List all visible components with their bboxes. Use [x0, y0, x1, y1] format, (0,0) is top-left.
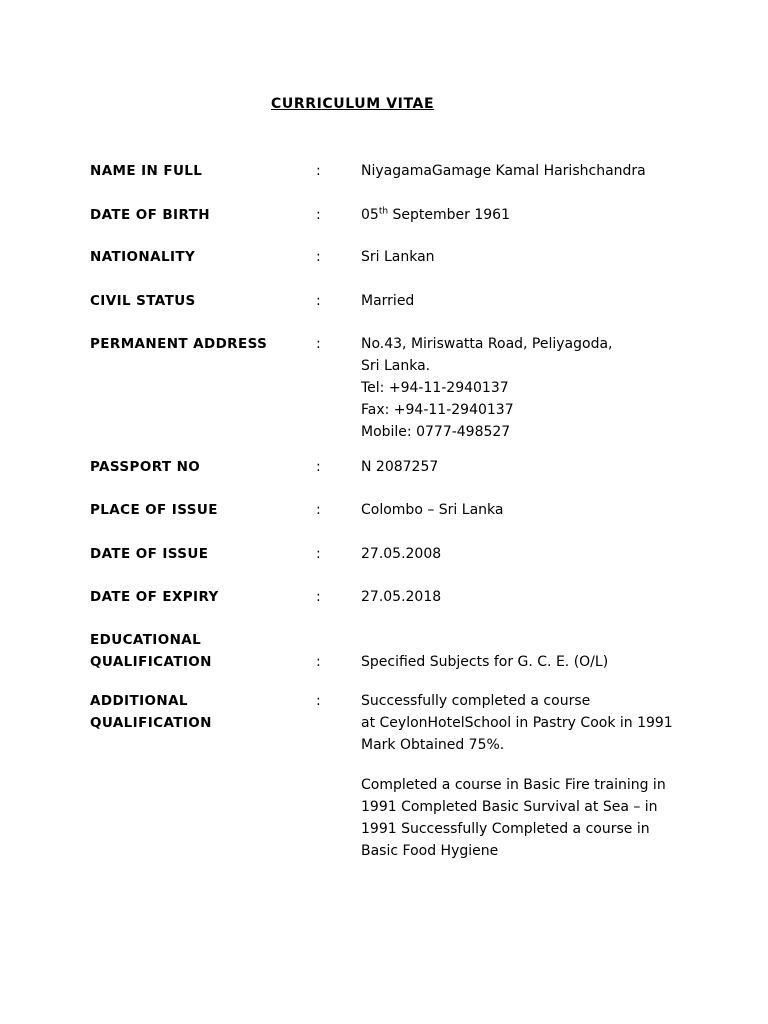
- address-line: Sri Lanka.: [361, 358, 431, 374]
- value-name: NiyagamaGamage Kamal Harishchandra: [361, 163, 646, 179]
- row-dob: [0, 204, 768, 223]
- value-date-of-expiry: 27.05.2018: [361, 589, 442, 605]
- value-passport: N 2087257: [361, 459, 439, 475]
- address-mobile: Mobile: 0777-498527: [361, 424, 511, 440]
- separator: :: [316, 693, 321, 709]
- label-name: NAME IN FULL: [90, 163, 203, 179]
- value-additional: [361, 690, 673, 862]
- additional-line: Basic Food Hygiene: [361, 843, 499, 859]
- additional-line: Completed a course in Basic Fire training in: [361, 777, 666, 793]
- separator: :: [316, 336, 321, 352]
- value-address: [361, 333, 613, 443]
- value-civil-status: Married: [361, 293, 415, 309]
- label-date-of-expiry: DATE OF EXPIRY: [90, 589, 219, 605]
- row-passport: [0, 456, 768, 475]
- row-education: [0, 629, 768, 670]
- label-line: EDUCATIONAL: [90, 632, 202, 648]
- separator: :: [316, 293, 321, 309]
- address-line: No.43, Miriswatta Road, Peliyagoda,: [361, 336, 613, 352]
- additional-line: Mark Obtained 75%.: [361, 737, 505, 753]
- label-dob: DATE OF BIRTH: [90, 207, 210, 223]
- additional-line: 1991 Completed Basic Survival at Sea – in: [361, 799, 658, 815]
- separator: :: [316, 502, 321, 518]
- dob-day: 05: [361, 207, 379, 223]
- additional-line: 1991 Successfully Completed a course in: [361, 821, 650, 837]
- label-passport: PASSPORT NO: [90, 459, 201, 475]
- separator: :: [316, 546, 321, 562]
- label-line: QUALIFICATION: [90, 654, 212, 670]
- separator: :: [316, 249, 321, 265]
- row-date-of-issue: [0, 543, 768, 562]
- row-place-of-issue: [0, 499, 768, 518]
- row-nationality: [0, 246, 768, 265]
- row-civil-status: [0, 290, 768, 309]
- value-date-of-issue: 27.05.2008: [361, 546, 442, 562]
- label-line: QUALIFICATION: [90, 715, 212, 731]
- label-address: PERMANENT ADDRESS: [90, 336, 268, 352]
- address-fax: Fax: +94-11-2940137: [361, 402, 514, 418]
- row-date-of-expiry: [0, 586, 768, 605]
- dob-suffix: th: [378, 206, 389, 217]
- label-place-of-issue: PLACE OF ISSUE: [90, 502, 218, 518]
- paragraph-gap: [361, 756, 673, 774]
- label-civil-status: CIVIL STATUS: [90, 293, 196, 309]
- additional-line: Successfully completed a course: [361, 693, 591, 709]
- value-nationality: Sri Lankan: [361, 249, 435, 265]
- label-nationality: NATIONALITY: [90, 249, 196, 265]
- label-date-of-issue: DATE OF ISSUE: [90, 546, 209, 562]
- row-address: [0, 333, 768, 440]
- separator: :: [316, 207, 321, 223]
- label-additional: [90, 690, 212, 734]
- separator: :: [316, 654, 321, 670]
- row-name: [0, 160, 768, 179]
- dob-rest: September 1961: [388, 207, 510, 223]
- label-line: ADDITIONAL: [90, 693, 188, 709]
- row-additional: [0, 690, 768, 859]
- value-dob: [361, 204, 510, 226]
- separator: :: [316, 163, 321, 179]
- value-education: Specified Subjects for G. C. E. (O/L): [361, 654, 609, 670]
- label-education: [90, 629, 212, 673]
- separator: :: [316, 589, 321, 605]
- additional-line: at CeylonHotelSchool in Pastry Cook in 1991: [361, 715, 673, 731]
- separator: :: [316, 459, 321, 475]
- value-place-of-issue: Colombo – Sri Lanka: [361, 502, 504, 518]
- address-tel: Tel: +94-11-2940137: [361, 380, 509, 396]
- document-title: CURRICULUM VITAE: [271, 96, 435, 112]
